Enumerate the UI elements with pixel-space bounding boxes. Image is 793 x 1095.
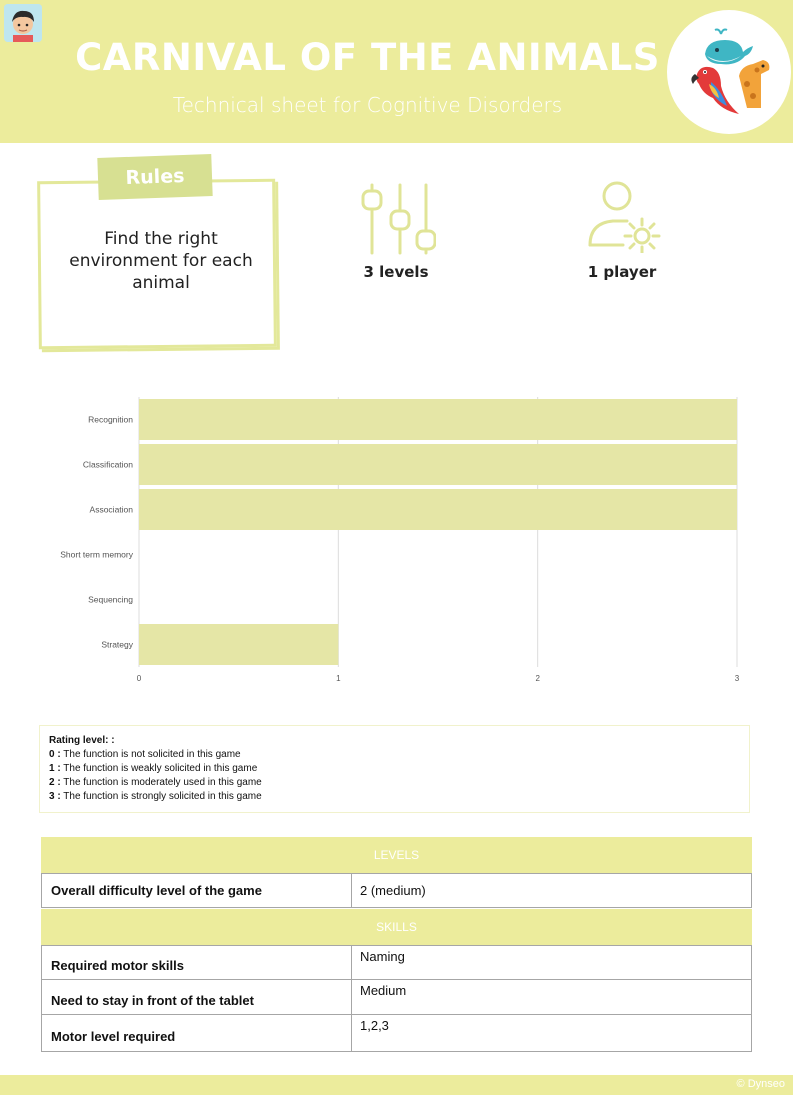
page-header: [0, 0, 793, 143]
page-footer: [0, 1075, 793, 1095]
stay-front-label: Need to stay in front of the tablet: [42, 980, 352, 1014]
levels-header: LEVELS: [41, 837, 752, 873]
chart-bar: [139, 399, 737, 440]
category-label: Association: [89, 504, 133, 515]
x-tick-label: 0: [136, 674, 142, 683]
rules-tab: Rules: [97, 154, 212, 200]
chart-bar: [139, 624, 338, 665]
rules-text: Find the right environment for each animal: [69, 229, 253, 293]
rating-line: 3 : The function is strongly solicited in this game: [49, 791, 262, 802]
giraffe-icon: [739, 60, 769, 108]
skills-bar-chart: [0, 380, 793, 690]
page-subtitle: Technical sheet for Cognitive Disorders: [172, 93, 563, 117]
copyright-text: © Dynseo: [736, 1078, 785, 1090]
user-gear-icon: [587, 181, 663, 253]
category-label: Sequencing: [88, 594, 133, 605]
category-label: Short term memory: [60, 549, 133, 560]
difficulty-value: 2 (medium): [360, 883, 426, 898]
rating-line: 1 : The function is weakly solicited in this game: [49, 763, 258, 774]
category-label: Recognition: [88, 414, 133, 425]
chart-bar: [139, 489, 737, 530]
table-row: [41, 1015, 752, 1052]
motor-level-value: 1,2,3: [360, 1018, 389, 1033]
rating-line: 0 : The function is not solicited in this game: [49, 749, 241, 760]
x-tick-label: 2: [535, 674, 540, 683]
rating-legend: [39, 725, 750, 813]
sliders-icon: [360, 183, 436, 255]
category-label: Strategy: [101, 639, 133, 650]
stay-front-value: Medium: [360, 983, 407, 998]
rating-title: Rating level: :: [49, 735, 115, 746]
game-logo: [667, 10, 791, 134]
table-row: [41, 980, 752, 1015]
chart-bar: [139, 444, 737, 485]
x-tick-label: 3: [734, 674, 740, 683]
whale-icon: [705, 30, 753, 65]
x-tick-label: 1: [336, 674, 341, 683]
parrot-icon: [691, 67, 739, 114]
motor-level-label: Motor level required: [42, 1015, 352, 1051]
rating-line: 2 : The function is moderately used in this game: [49, 777, 262, 788]
table-row: [41, 945, 752, 980]
category-label: Classification: [82, 459, 133, 470]
skills-header: SKILLS: [41, 909, 752, 945]
levels-label: 3 levels: [363, 263, 429, 281]
skills-chart-svg: [0, 380, 793, 690]
motor-skills-value: Naming: [360, 949, 405, 964]
page-title: CARNIVAL OF THE ANIMALS: [75, 36, 660, 79]
difficulty-label: Overall difficulty level of the game: [42, 874, 352, 907]
table-row: [41, 873, 752, 908]
motor-skills-label: Required motor skills: [42, 946, 352, 979]
players-label: 1 player: [587, 263, 657, 281]
